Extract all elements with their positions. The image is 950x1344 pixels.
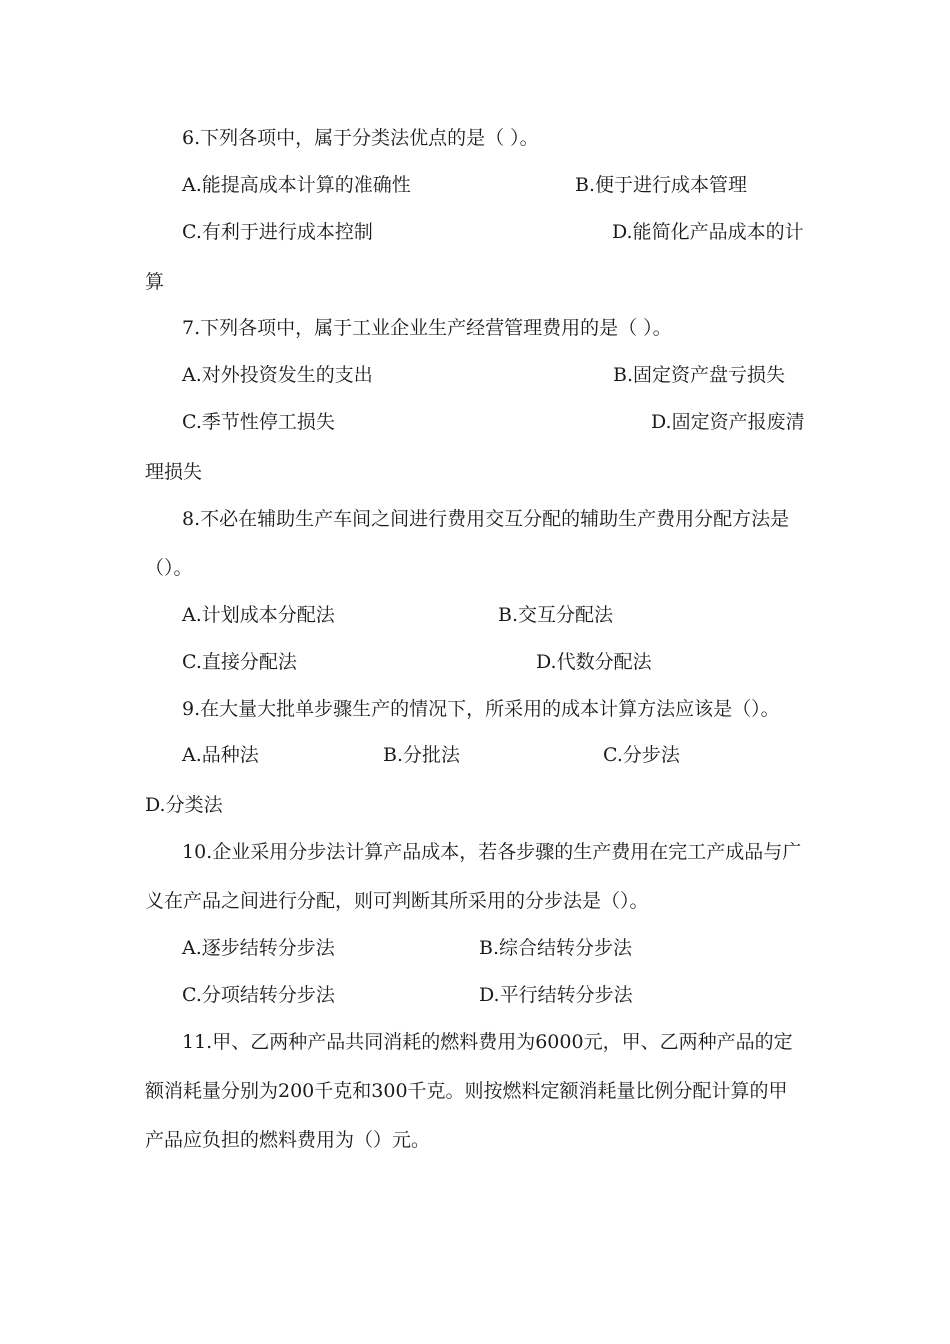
question-10-stem: 10.企业采用分步法计算产品成本，若各步骤的生产费用在完工产成品与广 bbox=[182, 841, 802, 863]
question-9-option-a: A.品种法 bbox=[182, 744, 259, 766]
question-9-option-b: B.分批法 bbox=[383, 744, 461, 766]
question-7-stem: 7.下列各项中，属于工业企业生产经营管理费用的是（ ）。 bbox=[182, 317, 672, 339]
question-10-stem-continued: 义在产品之间进行分配，则可判断其所采用的分步法是（）。 bbox=[145, 890, 649, 912]
question-8-stem: 8.不必在辅助生产车间之间进行费用交互分配的辅助生产费用分配方法是 bbox=[182, 508, 790, 530]
question-10-option-d: D.平行结转分步法 bbox=[479, 984, 633, 1006]
question-6-option-c: C.有利于进行成本控制 bbox=[182, 221, 373, 243]
question-6-stem: 6.下列各项中，属于分类法优点的是（ ）。 bbox=[182, 127, 539, 149]
question-11-stem: 11.甲、乙两种产品共同消耗的燃料费用为6000元，甲、乙两种产品的定 bbox=[182, 1031, 793, 1053]
question-7-option-b: B.固定资产盘亏损失 bbox=[613, 364, 786, 386]
question-8-stem-continued: （）。 bbox=[145, 557, 193, 579]
question-6-option-d: D.能简化产品成本的计 bbox=[612, 221, 804, 243]
question-6-option-b: B.便于进行成本管理 bbox=[575, 174, 748, 196]
question-9-option-c: C.分步法 bbox=[603, 744, 680, 766]
question-6-option-d-continued: 算 bbox=[145, 271, 165, 293]
question-10-option-c: C.分项结转分步法 bbox=[182, 984, 335, 1006]
question-8-option-c: C.直接分配法 bbox=[182, 651, 297, 673]
question-7-option-c: C.季节性停工损失 bbox=[182, 411, 335, 433]
question-10-option-a: A.逐步结转分步法 bbox=[182, 937, 335, 959]
question-7-option-d: D.固定资产报废清 bbox=[651, 411, 805, 433]
question-9-option-d: D.分类法 bbox=[145, 794, 223, 816]
question-11-stem-continued-2: 产品应负担的燃料费用为（）元。 bbox=[145, 1129, 431, 1151]
question-8-option-b: B.交互分配法 bbox=[498, 604, 614, 626]
question-8-option-a: A.计划成本分配法 bbox=[182, 604, 335, 626]
question-7-option-d-continued: 理损失 bbox=[145, 461, 203, 483]
question-11-stem-continued: 额消耗量分别为200千克和300千克。则按燃料定额消耗量比例分配计算的甲 bbox=[145, 1080, 788, 1102]
question-6-option-a: A.能提高成本计算的准确性 bbox=[182, 174, 411, 196]
question-10-option-b: B.综合结转分步法 bbox=[479, 937, 633, 959]
question-7-option-a: A.对外投资发生的支出 bbox=[182, 364, 373, 386]
question-9-stem: 9.在大量大批单步骤生产的情况下，所采用的成本计算方法应该是（）。 bbox=[182, 698, 780, 720]
question-8-option-d: D.代数分配法 bbox=[536, 651, 652, 673]
